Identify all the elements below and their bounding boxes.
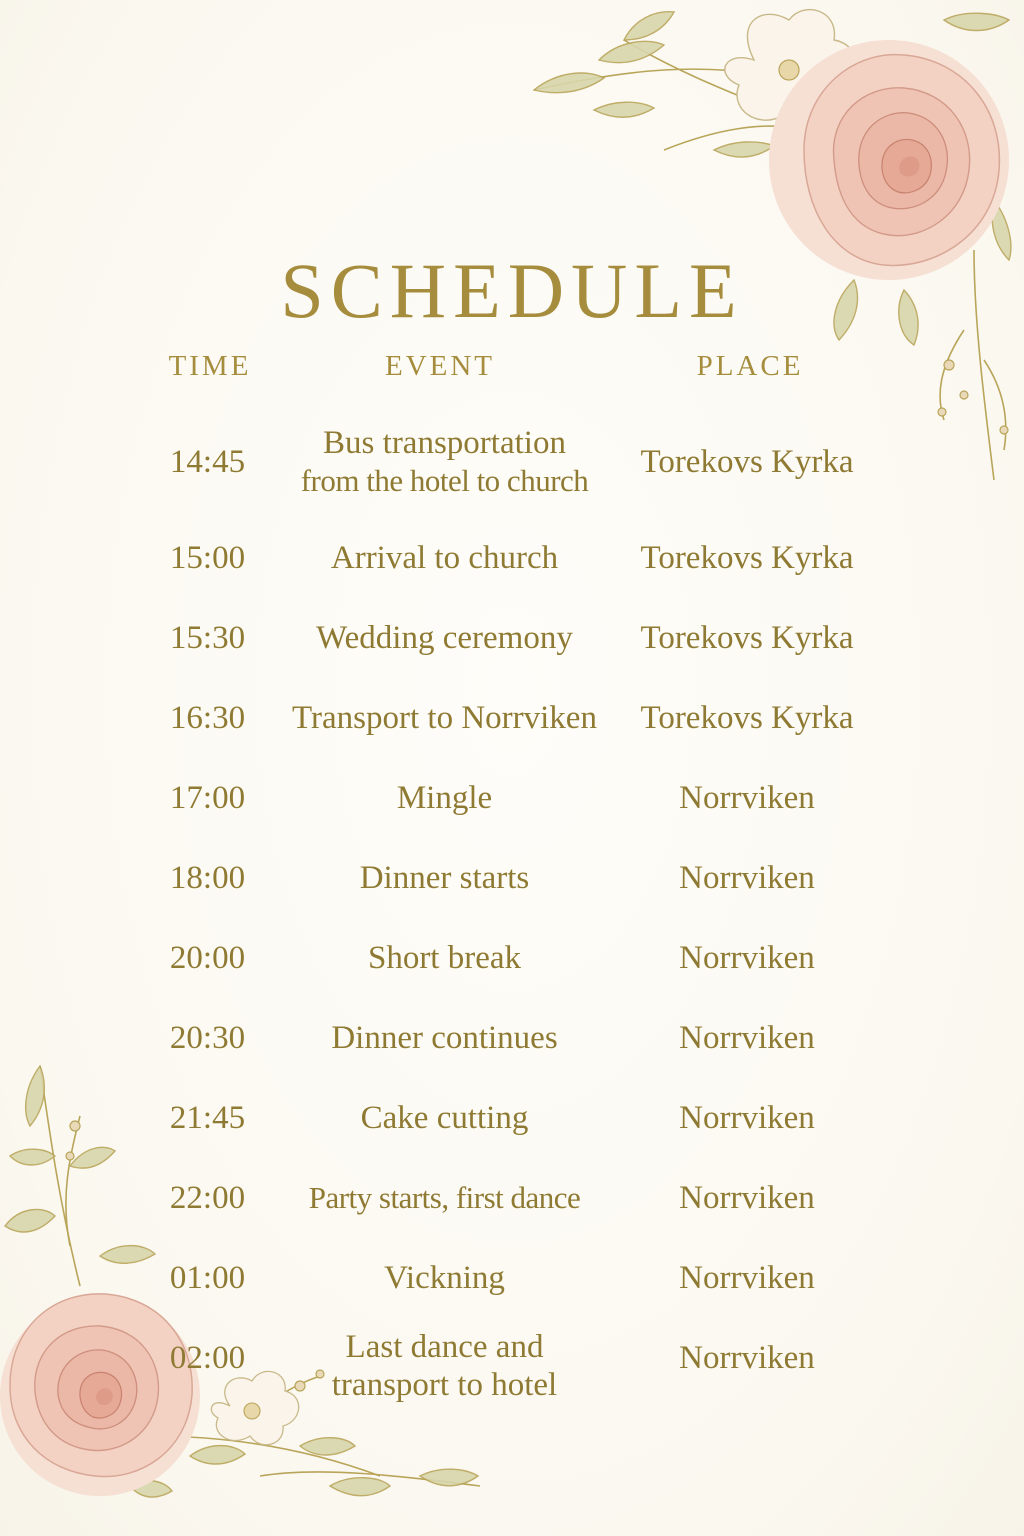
row-event-line: Dinner continues bbox=[331, 1020, 558, 1056]
column-header-time: TIME bbox=[168, 350, 252, 382]
row-time: 20:30 bbox=[169, 1020, 246, 1056]
row-event bbox=[272, 539, 617, 577]
row-place: Torekovs Kyrka bbox=[640, 700, 854, 736]
row-time: 22:00 bbox=[169, 1180, 246, 1216]
row-event-line: Mingle bbox=[396, 780, 493, 816]
row-time: 01:00 bbox=[169, 1260, 246, 1296]
row-event bbox=[272, 1328, 617, 1404]
row-event bbox=[272, 1099, 617, 1137]
row-event bbox=[272, 859, 617, 897]
row-event-line: Dinner starts bbox=[359, 860, 530, 896]
row-event bbox=[272, 779, 617, 817]
row-time: 16:30 bbox=[169, 700, 246, 736]
row-event-line: Wedding ceremony bbox=[316, 620, 573, 656]
row-place: Norrviken bbox=[679, 1180, 815, 1216]
row-event-line: Bus transportation bbox=[323, 425, 566, 461]
row-event bbox=[272, 1179, 617, 1217]
row-place: Torekovs Kyrka bbox=[640, 444, 854, 480]
row-time: 21:45 bbox=[169, 1100, 246, 1136]
row-event-line: transport to hotel bbox=[331, 1367, 558, 1403]
row-time: 14:45 bbox=[169, 444, 246, 480]
row-event-line: from the hotel to church bbox=[300, 463, 589, 498]
row-event bbox=[272, 939, 617, 977]
row-event bbox=[272, 619, 617, 657]
row-event bbox=[272, 1259, 617, 1297]
row-time: 18:00 bbox=[169, 860, 246, 896]
row-event-line: Last dance and bbox=[345, 1329, 544, 1365]
row-time: 15:30 bbox=[169, 620, 246, 656]
row-place: Torekovs Kyrka bbox=[640, 620, 854, 656]
row-place: Norrviken bbox=[679, 940, 815, 976]
page-title: SCHEDULE bbox=[280, 247, 744, 335]
row-event bbox=[272, 699, 617, 737]
row-event bbox=[272, 424, 617, 500]
row-place: Norrviken bbox=[679, 1020, 815, 1056]
row-event-line: Cake cutting bbox=[360, 1100, 529, 1136]
row-event-line: Transport to Norrviken bbox=[292, 700, 597, 736]
row-place: Norrviken bbox=[679, 1100, 815, 1136]
row-time: 20:00 bbox=[169, 940, 246, 976]
row-time: 02:00 bbox=[169, 1340, 246, 1376]
row-event bbox=[272, 1019, 617, 1057]
column-header-place: PLACE bbox=[696, 350, 804, 382]
row-event-line: Arrival to church bbox=[330, 540, 559, 576]
row-place: Norrviken bbox=[679, 780, 815, 816]
row-event-line: Vickning bbox=[384, 1260, 505, 1296]
row-event-line: Short break bbox=[367, 940, 522, 976]
row-time: 15:00 bbox=[169, 540, 246, 576]
row-place: Norrviken bbox=[679, 860, 815, 896]
column-header-event: EVENT bbox=[384, 350, 496, 382]
row-place: Norrviken bbox=[679, 1260, 815, 1296]
row-place: Torekovs Kyrka bbox=[640, 540, 854, 576]
row-place: Norrviken bbox=[679, 1340, 815, 1376]
row-event-line: Party starts, first dance bbox=[308, 1180, 581, 1215]
row-time: 17:00 bbox=[169, 780, 246, 816]
